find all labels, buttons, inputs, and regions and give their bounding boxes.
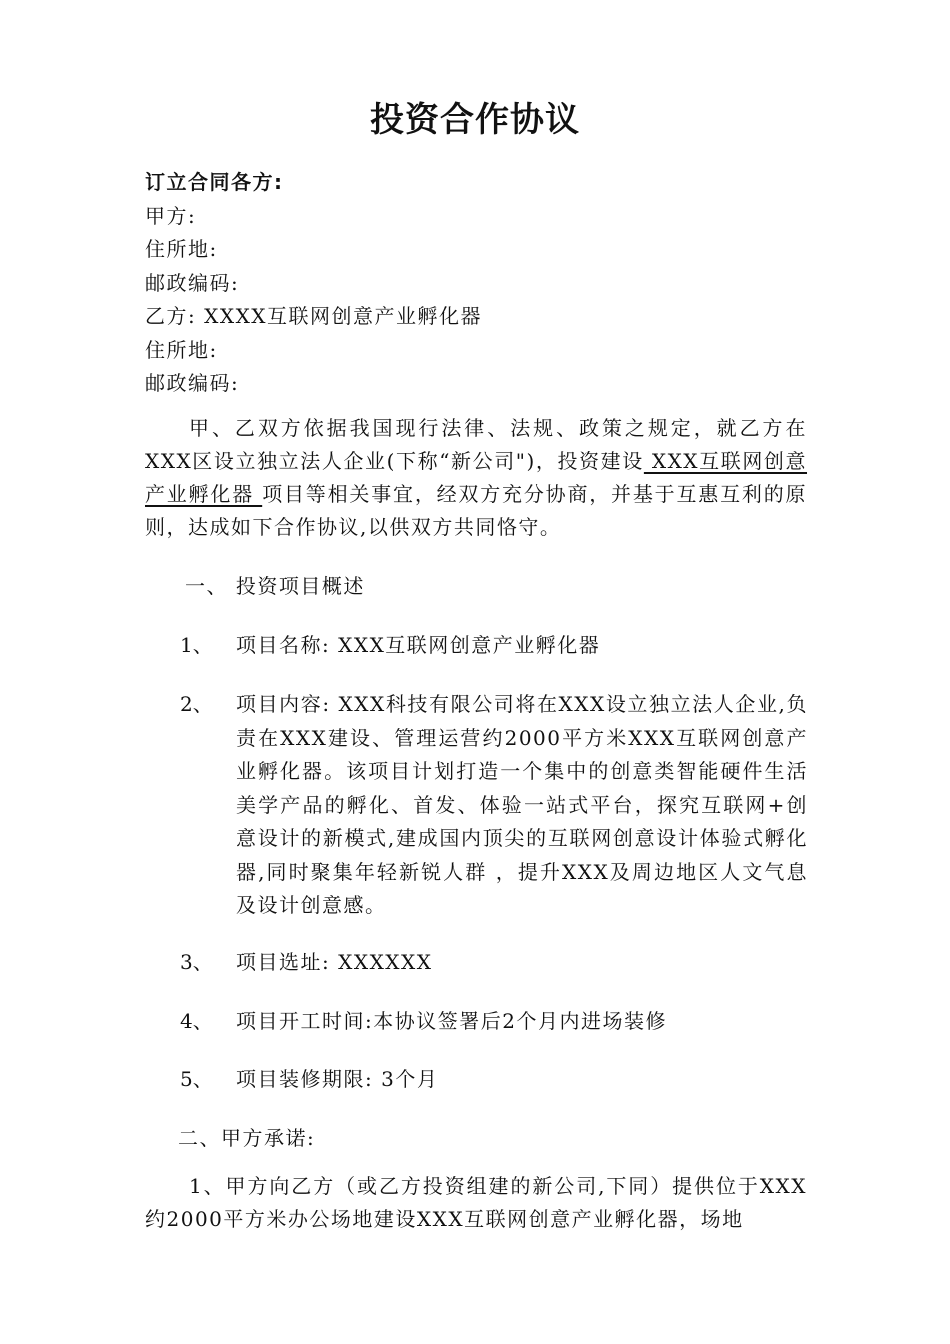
item-number: 5、 [180, 1067, 213, 1091]
intro-text-2: 项目等相关事宜，经双方充分协商，并基于互惠互利的原则，达成如下合作协议,以供双方共同恪守。 [145, 482, 807, 539]
party-a-name: 甲方: [145, 204, 197, 228]
item-start-time: 项目开工时间:本协议签署后2个月内进场装修 [236, 1009, 667, 1033]
document-title: 投资合作协议 [370, 100, 580, 140]
party-a-postcode: 邮政编码: [145, 271, 240, 295]
item-number: 2、 [180, 692, 213, 716]
item-number: 1、 [180, 633, 213, 657]
item-project-name: 项目名称: XXX互联网创意产业孵化器 [236, 633, 601, 657]
item-project-site: 项目选址: XXXXXX [236, 950, 433, 974]
intro-project-name: XXX互联网创意产业孵化器 [145, 449, 808, 506]
item-project-content: 项目内容: XXX科技有限公司将在XXX设立独立法人企业,负责在XXX建设、管理运营约2000平方米XXX互联网创意产业孵化器。该项目计划打造一个集中的创意类智能硬件生活美学产品的孵化、首发、体验一站式平台，探究互联网+创意设计的新模式,建成国内顶尖的互联网创意设计体验式孵化器,同时聚集年轻新锐人群 ，提升XXX及周边地区人文气息及设计创意感。 [236, 692, 808, 917]
party-b-name: 乙方: XXXX互联网创意产业孵化器 [145, 304, 483, 328]
party-b-postcode: 邮政编码: [145, 371, 240, 395]
intro-paragraph [145, 412, 807, 544]
section2-heading: 二、甲方承诺: [178, 1126, 316, 1150]
item-number: 4、 [180, 1009, 213, 1033]
intro-text-1: 甲、乙双方依据我国现行法律、法规、政策之规定，就乙方在XXX区设立独立法人企业(下称“新公司")，投资建设 [145, 416, 807, 473]
party-b-address: 住所地: [145, 338, 218, 362]
section2-paragraph: 1、甲方向乙方（或乙方投资组建的新公司,下同）提供位于XXX约2000平方米办公场地建设XXX互联网创意产业孵化器，场地 [145, 1174, 807, 1231]
section1-heading: 一、 投资项目概述 [185, 574, 365, 598]
item-number: 3、 [180, 950, 213, 974]
party-a-address: 住所地: [145, 237, 218, 261]
item-renovation-period: 项目装修期限: 3个月 [236, 1067, 439, 1091]
parties-header: 订立合同各方: [145, 170, 284, 194]
